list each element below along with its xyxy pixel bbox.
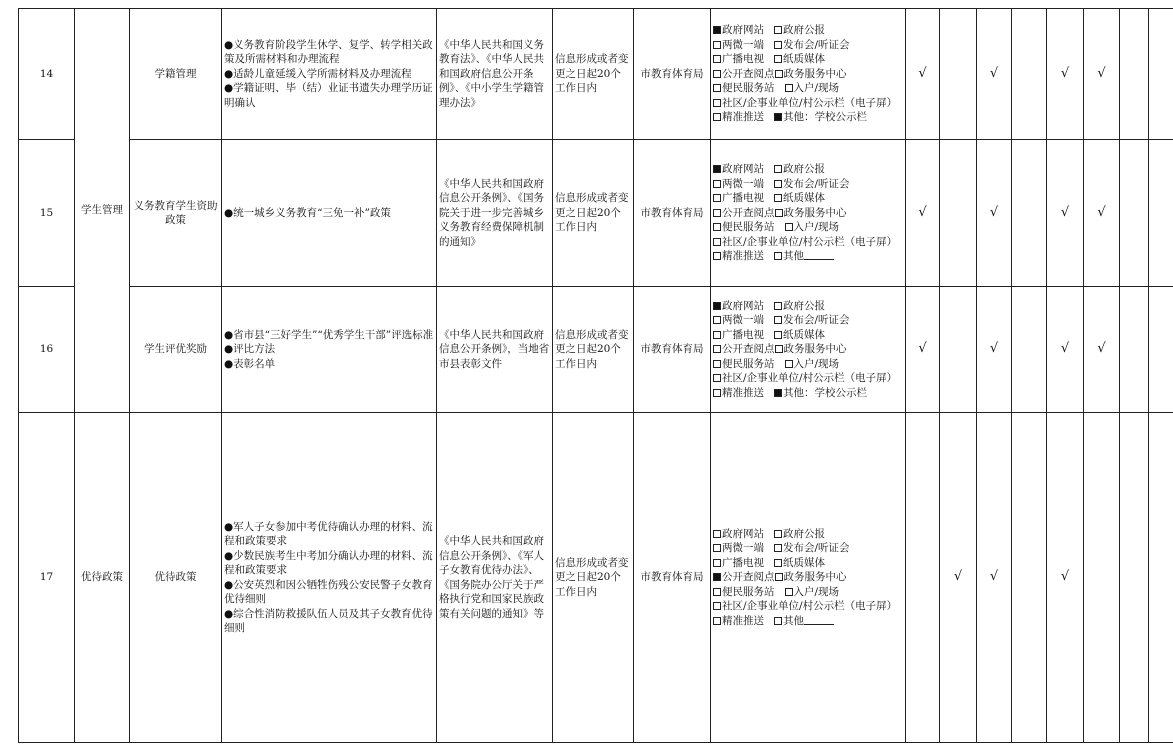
item-cell: 学籍管理	[130, 9, 222, 140]
checkbox-icon	[785, 360, 793, 368]
check-mark: √	[906, 140, 940, 287]
checkbox-icon	[713, 331, 721, 339]
channels-cell: 政府网站 政府公报 两微一端 发布会/听证会 广播电视 纸质媒体 公开查阅点 政务服务中心 便民服务站 入户/现场 社区/企事业单位/村公示栏（电子屏） 精准推送 其他	[711, 140, 906, 287]
item-cell: 优待政策	[130, 413, 222, 743]
basis-cell: 《中华人民共和国政府信息公开条例》，当地省市县表彰文件	[437, 287, 553, 413]
content-line: ●表彰名单	[224, 357, 276, 370]
blank-line	[804, 614, 834, 625]
content-line: ●军人子女参加中考优待确认办理的材料、流程和政策要求	[224, 520, 433, 547]
content-line: ●少数民族考生中考加分确认办理的材料、流程和政策要求	[224, 549, 433, 576]
checkbox-icon	[713, 316, 721, 324]
item-cell: 义务教育学生资助政策	[130, 140, 222, 287]
check-mark	[940, 9, 977, 140]
table-row	[19, 287, 1173, 413]
checkbox-icon	[713, 223, 721, 231]
checkbox-checked-icon	[713, 302, 721, 310]
checkbox-checked-icon	[713, 573, 721, 581]
basis-cell: 《中华人民共和国政府信息公开条例》、《军人子女教育优待办法》、《国务院办公厅关于严格执行党和国家民族政策有关问题的通知》等	[437, 413, 553, 743]
checkbox-icon	[713, 99, 721, 107]
check-mark: √	[1084, 140, 1120, 287]
checkbox-icon	[785, 588, 793, 596]
check-mark	[1149, 287, 1173, 413]
content-cell	[222, 413, 437, 743]
checkbox-icon	[775, 70, 783, 78]
content-line: ●省市县“三好学生”“优秀学生干部”评选标准	[224, 328, 434, 341]
check-mark	[1120, 140, 1149, 287]
content-line: ●公安英烈和因公牺牲伤残公安民警子女教育优待细则	[224, 578, 433, 605]
row-number: 17	[19, 413, 75, 743]
checkbox-icon	[713, 389, 721, 397]
checkbox-icon	[713, 588, 721, 596]
blank-line	[804, 249, 834, 260]
checkbox-icon	[713, 602, 721, 610]
subject-cell: 市教育体育局	[634, 9, 711, 140]
checkbox-icon	[713, 530, 721, 538]
category-cell: 优待政策	[75, 413, 130, 743]
checkbox-icon	[774, 530, 782, 538]
checkbox-icon	[774, 180, 782, 188]
check-mark: √	[977, 9, 1012, 140]
row-number: 14	[19, 9, 75, 140]
checkbox-icon	[713, 374, 721, 382]
checkbox-icon	[785, 223, 793, 231]
table-row	[19, 140, 1173, 287]
check-mark	[1120, 9, 1149, 140]
checkbox-icon	[713, 113, 721, 121]
basis-cell: 《中华人民共和国政府信息公开条例》、《国务院关于进一步完善城乡义务教育经费保障机制的通知》	[437, 140, 553, 287]
checkbox-icon	[713, 70, 721, 78]
check-mark: √	[1047, 140, 1084, 287]
check-mark: √	[906, 9, 940, 140]
check-mark: √	[906, 287, 940, 413]
checkbox-checked-icon	[774, 113, 782, 121]
check-mark	[1012, 413, 1047, 743]
checkbox-icon	[774, 55, 782, 63]
checkbox-icon	[774, 302, 782, 310]
checkbox-icon	[774, 26, 782, 34]
checkbox-icon	[775, 345, 783, 353]
checkbox-icon	[713, 180, 721, 188]
checkbox-icon	[713, 194, 721, 202]
check-mark	[940, 140, 977, 287]
checkbox-icon	[775, 573, 783, 581]
check-mark: √	[977, 140, 1012, 287]
item-cell: 学生评优奖励	[130, 287, 222, 413]
checkbox-icon	[774, 194, 782, 202]
checkbox-icon	[775, 209, 783, 217]
time-limit-cell: 信息形成或者变更之日起20个工作日内	[553, 9, 634, 140]
subject-cell: 市教育体育局	[634, 140, 711, 287]
checkbox-icon	[774, 544, 782, 552]
check-mark: √	[1047, 287, 1084, 413]
checkbox-icon	[713, 559, 721, 567]
content-line: ●综合性消防救援队伍人员及其子女教育优待细则	[224, 607, 433, 634]
check-mark: √	[977, 287, 1012, 413]
content-line: ●义务教育阶段学生休学、复学、转学相关政策及所需材料和办理流程	[224, 38, 433, 66]
channels-cell: 政府网站 政府公报 两微一端 发布会/听证会 广播电视 纸质媒体 公开查阅点 政务服务中心 便民服务站 入户/现场 社区/企事业单位/村公示栏（电子屏） 精准推送 其他：学校公示栏	[711, 287, 906, 413]
checkbox-icon	[785, 84, 793, 92]
row-number: 15	[19, 140, 75, 287]
checkbox-icon	[713, 360, 721, 368]
disclosure-table	[18, 8, 1173, 743]
table-row	[19, 413, 1173, 743]
check-mark	[1012, 287, 1047, 413]
basis-cell: 《中华人民共和国义务教育法》、《中华人民共和国政府信息公开条例》、《中小学生学籍管理办法》	[437, 9, 553, 140]
checkbox-icon	[774, 165, 782, 173]
check-mark	[940, 287, 977, 413]
check-mark: √	[1084, 287, 1120, 413]
checkbox-icon	[774, 252, 782, 260]
subject-cell: 市教育体育局	[634, 413, 711, 743]
check-mark: √	[940, 413, 977, 743]
checkbox-icon	[713, 544, 721, 552]
checkbox-icon	[774, 41, 782, 49]
time-limit-cell: 信息形成或者变更之日起20个工作日内	[553, 413, 634, 743]
check-mark	[1012, 9, 1047, 140]
content-line: ●学籍证明、毕（结）业证书遗失办理学历证明确认	[224, 82, 433, 109]
checkbox-icon	[713, 41, 721, 49]
table-row	[19, 9, 1173, 140]
check-mark: √	[1084, 9, 1120, 140]
checkbox-icon	[774, 617, 782, 625]
check-mark	[1149, 413, 1173, 743]
check-mark: √	[1047, 9, 1084, 140]
row-number: 16	[19, 287, 75, 413]
check-mark	[1120, 287, 1149, 413]
content-cell	[222, 140, 437, 287]
checkbox-icon	[713, 252, 721, 260]
time-limit-cell: 信息形成或者变更之日起20个工作日内	[553, 287, 634, 413]
checkbox-icon	[774, 331, 782, 339]
check-mark	[1149, 9, 1173, 140]
check-mark	[906, 413, 940, 743]
checkbox-icon	[713, 84, 721, 92]
checkbox-icon	[713, 55, 721, 63]
content-cell	[222, 9, 437, 140]
check-mark	[1012, 140, 1047, 287]
checkbox-checked-icon	[713, 26, 721, 34]
subject-cell: 市教育体育局	[634, 287, 711, 413]
checkbox-icon	[774, 559, 782, 567]
checkbox-icon	[713, 238, 721, 246]
checkbox-icon	[713, 209, 721, 217]
content-cell	[222, 287, 437, 413]
check-mark: √	[1047, 413, 1084, 743]
content-line: ●评比方法	[224, 343, 276, 356]
content-line: ●适龄儿童延缓入学所需材料及办理流程	[224, 67, 412, 80]
channels-cell: 政府网站 政府公报 两微一端 发布会/听证会 广播电视 纸质媒体 公开查阅点 政务服务中心 便民服务站 入户/现场 社区/企事业单位/村公示栏（电子屏） 精准推送 其他：学校公示栏	[711, 9, 906, 140]
channels-cell: 政府网站 政府公报 两微一端 发布会/听证会 广播电视 纸质媒体 公开查阅点 政务服务中心 便民服务站 入户/现场 社区/企事业单位/村公示栏（电子屏） 精准推送 其他	[711, 413, 906, 743]
check-mark: √	[977, 413, 1012, 743]
content-line: ●统一城乡义务教育“三免一补”政策	[224, 206, 391, 219]
checkbox-icon	[774, 316, 782, 324]
time-limit-cell: 信息形成或者变更之日起20个工作日内	[553, 140, 634, 287]
checkbox-icon	[713, 617, 721, 625]
checkbox-icon	[713, 345, 721, 353]
check-mark	[1084, 413, 1120, 743]
check-mark	[1120, 413, 1149, 743]
check-mark	[1149, 140, 1173, 287]
checkbox-checked-icon	[774, 389, 782, 397]
checkbox-checked-icon	[713, 165, 721, 173]
category-cell: 学生管理	[75, 9, 130, 413]
